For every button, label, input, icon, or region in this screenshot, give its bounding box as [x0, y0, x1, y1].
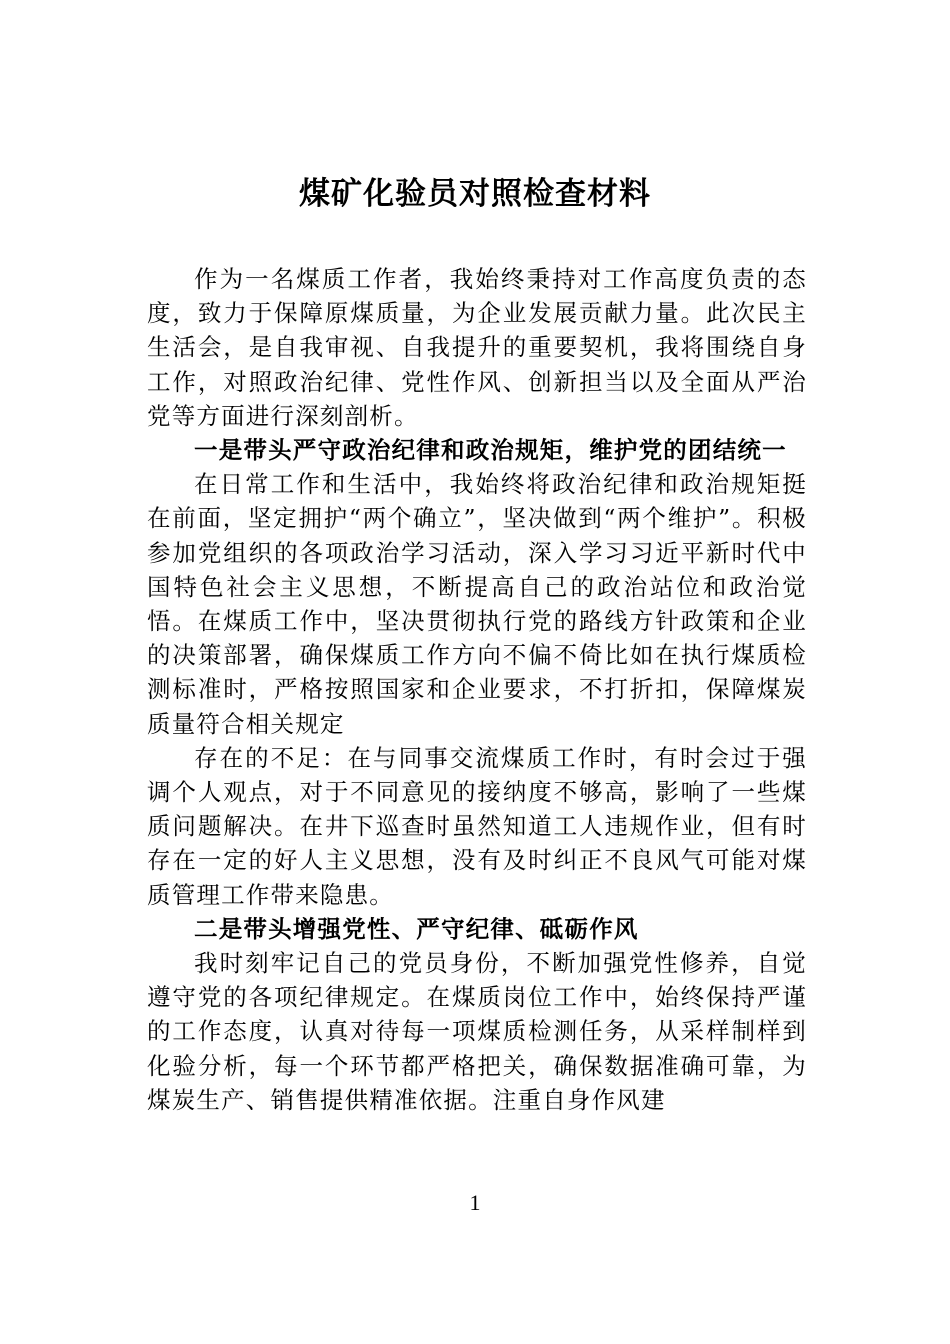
section-1-heading: 一是带头严守政治纪律和政治规矩，维护党的团结统一	[194, 436, 787, 465]
document-title: 煤矿化验员对照检查材料	[299, 176, 651, 212]
section-2-heading: 二是带头增强党性、严守纪律、砥砺作风	[194, 914, 639, 943]
section-1-paragraph-2: 存在的不足：在与同事交流煤质工作时，有时会过于强调个人观点，对于不同意见的接纳度不够高，影响了一些煤质问题解决。在井下巡查时虽然知道工人违规作业，但有时存在一定的好人主义思想，没有及时纠正不良风气可能对煤质管理工作带来隐患。	[147, 743, 807, 909]
intro-paragraph: 作为一名煤质工作者，我始终秉持对工作高度负责的态度，致力于保障原煤质量，为企业发展贡献力量。此次民主生活会，是自我审视、自我提升的重要契机，我将围绕自身工作，对照政治纪律、党性作风、创新担当以及全面从严治党等方面进行深刻剖析。	[147, 265, 807, 430]
document-body	[147, 262, 807, 1117]
section-1-paragraph-1: 在日常工作和生活中，我始终将政治纪律和政治规矩挺在前面，坚定拥护“两个确立”，坚决做到“两个维护”。积极参加党组织的各项政治学习活动，深入学习习近平新时代中国特色社会主义思想，不断提高自己的政治站位和政治觉悟。在煤质工作中，坚决贯彻执行党的路线方针政策和企业的决策部署，确保煤质工作方向不偏不倚比如在执行煤质检测标准时，严格按照国家和企业要求，不打折扣，保障煤炭质量符合相关规定	[147, 470, 807, 738]
section-2-paragraph-1: 我时刻牢记自己的党员身份，不断加强党性修养，自觉遵守党的各项纪律规定。在煤质岗位工作中，始终保持严谨的工作态度，认真对待每一项煤质检测任务，从采样制样到化验分析，每一个环节都严格把关，确保数据准确可靠，为煤炭生产、销售提供精准依据。注重自身作风建	[147, 949, 807, 1114]
page-number: 1	[469, 1190, 481, 1215]
